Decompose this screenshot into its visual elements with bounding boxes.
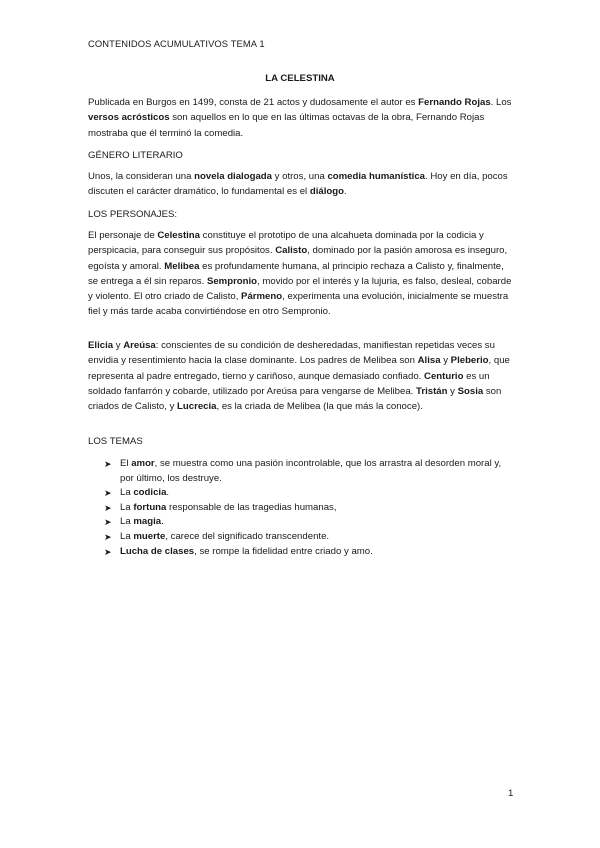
arrow-bullet-icon: ➤	[104, 531, 112, 542]
text-run: y	[440, 355, 451, 367]
temas-heading: LOS TEMAS	[88, 436, 143, 447]
page-number: 1	[508, 788, 514, 799]
bold-term: Lucrecia	[177, 401, 217, 413]
bold-term: Celestina	[157, 230, 201, 241]
text-run: , carece del significado transcendente.	[165, 530, 330, 542]
bold-term: magia	[133, 516, 162, 528]
arrow-bullet-icon: ➤	[104, 546, 112, 557]
bold-term: fortuna	[133, 501, 167, 513]
text-run: Unos, la consideran una	[88, 171, 195, 182]
bold-term: Areúsa	[123, 340, 156, 351]
text-run: : conscientes de su condición de desheredadas, manifiestan repetidas veces su envidia y resentimiento hacia la clase dominante. Los padres de Melibea son	[88, 340, 495, 367]
bold-term: Pármeno	[241, 291, 283, 303]
bold-term: Alisa	[417, 355, 441, 367]
list-item	[104, 530, 514, 545]
text-run: y	[447, 385, 458, 397]
text-run: y	[113, 340, 124, 351]
text-run: La	[120, 516, 134, 528]
bold-term: Sempronio	[206, 275, 258, 287]
personajes-paragraph-1	[88, 228, 512, 320]
text-run: responsable de las tragedias humanas,	[166, 501, 337, 513]
text-run: .	[166, 487, 170, 499]
bold-term: versos acrósticos	[88, 112, 170, 124]
bold-term: novela dialogada	[194, 171, 272, 182]
list-item	[104, 457, 514, 486]
text-run: El personaje de	[88, 230, 158, 241]
text-run: .	[161, 516, 164, 528]
arrow-bullet-icon: ➤	[104, 517, 112, 528]
bold-term: codicia	[133, 487, 167, 499]
text-run: , es la criada de Melibea (la que más la conoce).	[216, 401, 423, 413]
genero-paragraph	[88, 169, 512, 200]
text-run: , experimenta una evolución, inicialmente se muestra fiel y más tarde acaba convirtiéndose en otro Sempronio.	[88, 291, 509, 318]
personajes-paragraph-2	[88, 338, 512, 414]
document-title: LA CELESTINA	[265, 73, 335, 84]
text-run: . Hoy en día, pocos discuten el carácter dramático, lo fundamental es el	[88, 171, 508, 198]
list-item	[104, 486, 514, 501]
text-run: La	[120, 501, 134, 513]
bold-term: Fernando Rojas	[418, 97, 491, 108]
bold-term: Calisto	[275, 245, 308, 257]
text-run: , que representa al padre entregado, tierno y cariñoso, aunque demasiado confiado.	[88, 355, 510, 382]
text-run: La	[120, 530, 134, 542]
bold-term: muerte	[133, 530, 166, 542]
text-run: son criados de Calisto, y	[88, 385, 502, 413]
bold-term: Melibea	[164, 260, 200, 272]
text-run: . Los	[490, 97, 512, 108]
text-run: constituye el prototipo de una alcahueta dominada por la codicia y perspicacia, para conseguir sus propósitos.	[88, 230, 484, 257]
bold-term: Pleberio	[450, 355, 489, 367]
text-run: y otros, una	[271, 171, 328, 182]
bold-term: Elicia	[88, 340, 114, 351]
temas-list	[104, 457, 514, 559]
arrow-bullet-icon: ➤	[104, 488, 112, 499]
text-run: .	[343, 186, 347, 198]
bold-term: Sosia	[457, 385, 484, 397]
text-run: son aquellos en lo que en las últimas octavas de la obra, Fernando Rojas mostraba que él terminó la comedia.	[88, 112, 485, 139]
text-run: , movido por el interés y la lujuria, es falso, desleal, cobarde y violento. El otro criado de Calisto,	[88, 275, 512, 303]
page-header: CONTENIDOS ACUMULATIVOS TEMA 1	[88, 38, 265, 49]
list-item	[104, 515, 514, 530]
text-run: es un soldado fanfarrón y cobarde, utilizado por Areúsa para vengarse de Melibea.	[88, 370, 490, 397]
bold-term: Tristán	[416, 385, 448, 397]
text-run: El	[120, 458, 132, 469]
list-item	[104, 545, 514, 560]
text-run: es profundamente humana, al principio rechaza a Calisto y, finalmente, se entrega a él sin reparos.	[88, 260, 504, 287]
genero-heading: GÉNERO LITERARIO	[88, 150, 183, 161]
text-run: , se muestra como una pasión incontrolable, que los arrastra al desorden moral y, por último, los destruye.	[120, 458, 502, 484]
text-run: , dominado por la pasión amorosa es inseguro, egoísta y amoral.	[88, 245, 508, 272]
bold-term: amor	[131, 458, 155, 469]
list-item	[104, 501, 514, 516]
bold-term: Lucha de clases	[120, 545, 195, 557]
bold-term: comedia humanística	[327, 171, 426, 182]
arrow-bullet-icon: ➤	[104, 502, 112, 513]
arrow-bullet-icon: ➤	[104, 459, 112, 469]
bold-term: Centurio	[424, 370, 464, 382]
text-run: Publicada en Burgos en 1499, consta de 21 actos y dudosamente el autor es	[88, 97, 419, 108]
intro-paragraph	[88, 95, 512, 141]
bold-term: diálogo	[309, 186, 344, 198]
personajes-heading: LOS PERSONAJES:	[88, 209, 178, 220]
text-run: La	[120, 487, 134, 499]
text-run: , se rompe la fidelidad entre criado y amo.	[194, 545, 373, 557]
